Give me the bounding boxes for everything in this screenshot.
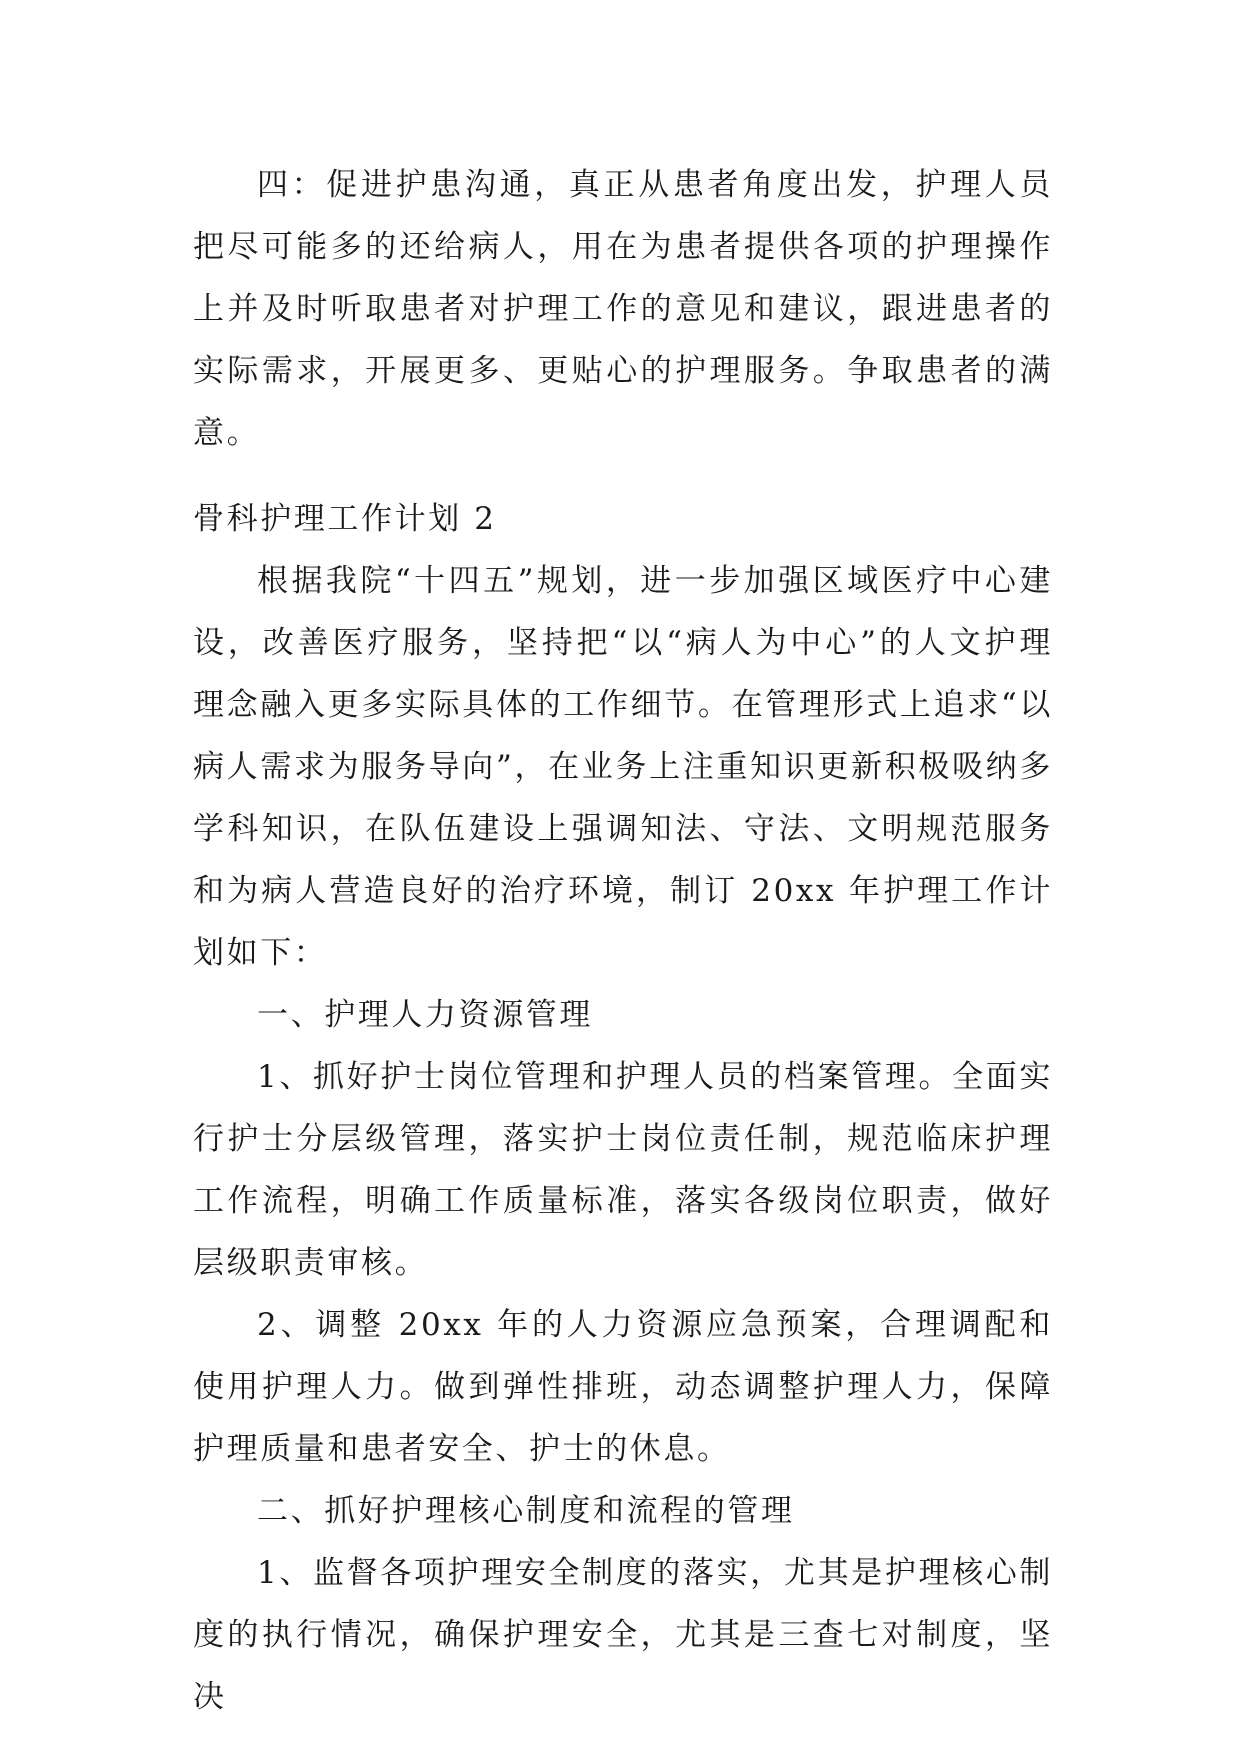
paragraph-manpower-1: 1、抓好护士岗位管理和护理人员的档案管理。全面实行护士分层级管理，落实护士岗位责任制，规范临床护理工作流程，明确工作质量标准，落实各级岗位职责，做好层级职责审核。	[193, 1059, 1053, 1281]
paragraph-gap	[193, 464, 1053, 488]
paragraph-intro: 根据我院“十四五”规划，进一步加强区域医疗中心建设，改善医疗服务，坚持把“以“病人为中心”的人文护理理念融入更多实际具体的工作细节。在管理形式上追求“以病人需求为服务导向”，在业务上注重知识更新积极吸纳多学科知识，在队伍建设上强调知法、守法、文明规范服务和为病人营造良好的治疗环境，制订 20xx 年护理工作计划如下：	[193, 563, 1053, 971]
paragraph-manpower-2: 2、调整 20xx 年的人力资源应急预案，合理调配和使用护理人力。做到弹性排班，动态调整护理人力，保障护理质量和患者安全、护士的休息。	[193, 1307, 1053, 1467]
document-body	[193, 154, 1053, 1728]
heading-core-system: 二、抓好护理核心制度和流程的管理	[257, 1493, 795, 1529]
paragraph-communication: 四：促进护患沟通，真正从患者角度出发，护理人员把尽可能多的还给病人，用在为患者提供各项的护理操作上并及时听取患者对护理工作的意见和建议，跟进患者的实际需求，开展更多、更贴心的护理服务。争取患者的满意。	[193, 167, 1053, 451]
paragraph-core-system-1: 1、监督各项护理安全制度的落实，尤其是护理核心制度的执行情况，确保护理安全，尤其是三查七对制度，坚决	[193, 1555, 1053, 1715]
section-title: 骨科护理工作计划 2	[193, 501, 497, 537]
heading-manpower: 一、护理人力资源管理	[257, 997, 593, 1033]
